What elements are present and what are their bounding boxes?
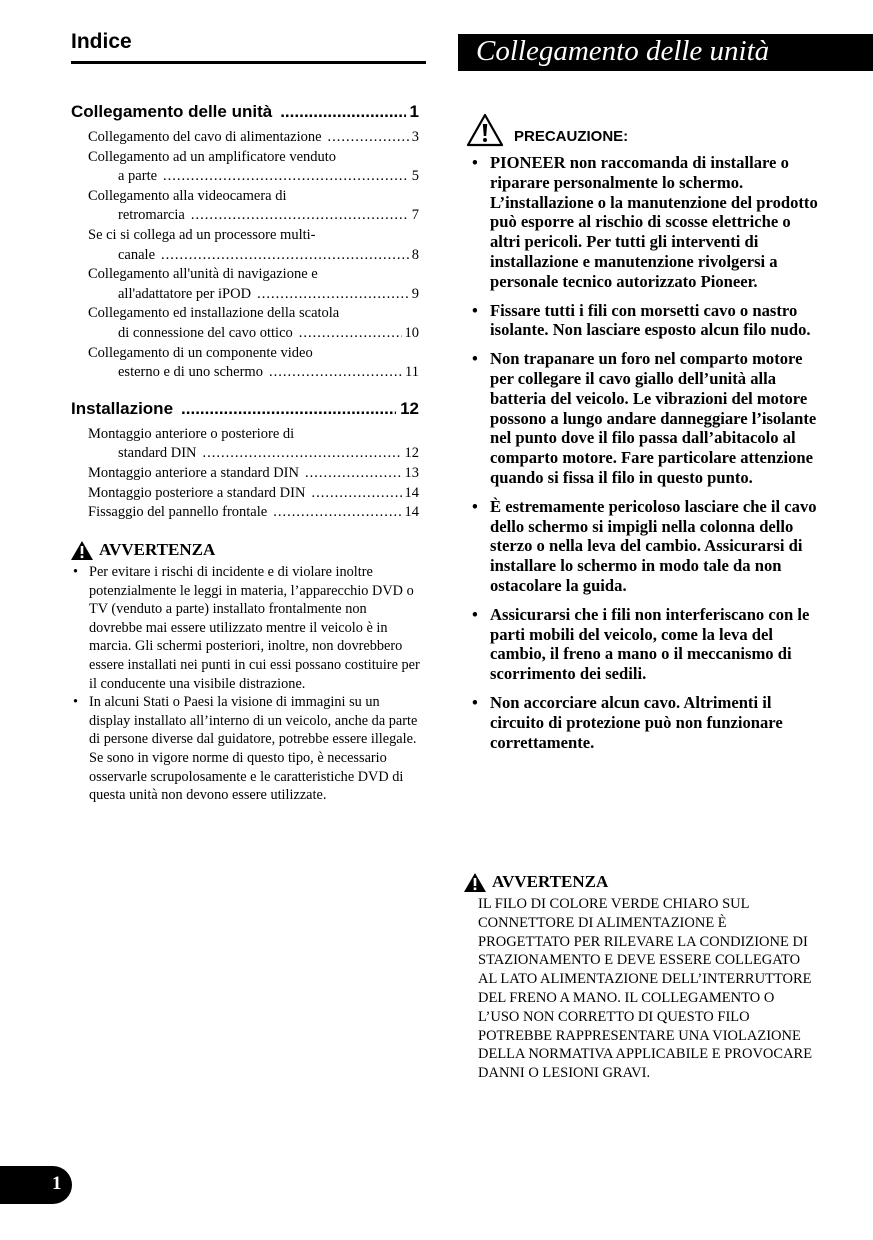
toc-section <box>71 399 419 523</box>
toc-section-title: Collegamento delle unità <box>71 102 273 121</box>
toc-entry-line <box>88 324 419 344</box>
dot-leader <box>305 464 402 484</box>
toc-entry-line <box>88 464 419 484</box>
toc-page-number: 10 <box>404 324 419 341</box>
toc-entry-line <box>88 444 419 464</box>
toc-entry[interactable] <box>88 503 419 523</box>
dot-leader <box>273 503 401 523</box>
precaution-label: PRECAUZIONE: <box>514 128 629 145</box>
toc-entry-text: all'adattatore per iPOD <box>118 285 252 302</box>
toc-page-number: 11 <box>405 364 419 381</box>
toc-entry[interactable] <box>88 425 419 464</box>
toc-entry-line <box>88 265 419 285</box>
right-warning <box>464 872 816 1083</box>
toc-entry-line <box>88 226 419 246</box>
warning-label: AVVERTENZA <box>99 540 216 559</box>
dot-leader <box>269 363 402 383</box>
toc-entry-line <box>88 503 419 523</box>
warning-text: IL FILO DI COLORE VERDE CHIARO SUL CONNETTORE DI ALIMENTAZIONE È PROGETTATO PER RILEVARE LA CONDIZIONE DI STAZIONAMENTO E DEVE ESSERE COLLEGATO AL LATO ALIMENTAZIONE DELL’INTERRUTTORE DEL FRENO A MANO. IL COLLEGAMENTO O L’USO NON CORRETTO DI QUESTO FILO POTREBBE RAPPRESENTARE UNA VIOLAZIONE DELLA NORMATIVA APPLICABILE E PROVOCARE DANNI O LESIONI GRAVI. <box>478 896 813 1082</box>
toc-entry-line <box>88 363 419 383</box>
toc-entry-line <box>88 206 419 226</box>
precaution-item: • Assicurarsi che i fili non interferiscano con le parti mobili del veicolo, come la leva del cambio, il freno a mano o il meccanismo di scorrimento dei sedili. <box>466 605 818 684</box>
precaution-item: • Fissare tutti i fili con morsetti cavo o nastro isolante. Non lasciare esposto alcun filo nudo. <box>466 301 818 341</box>
toc-entry-line <box>88 246 419 266</box>
section-header-band <box>458 34 873 71</box>
toc-entry[interactable] <box>88 148 419 187</box>
toc-entry-text: Collegamento alla videocamera di <box>88 187 287 204</box>
dot-leader <box>257 285 409 305</box>
precaution-section <box>466 113 818 761</box>
toc-entry[interactable] <box>88 128 419 148</box>
toc-entry-text: Collegamento di un componente video <box>88 344 313 361</box>
toc-section <box>71 102 419 383</box>
toc-entry-line <box>88 484 419 504</box>
toc-page-number: 5 <box>411 168 419 185</box>
toc-entry-text: Collegamento ad un amplificatore venduto <box>88 148 337 165</box>
warning-icon <box>464 873 486 892</box>
warning-item: • Per evitare i rischi di incidente e di violare inoltre potenzialmente le leggi in materia, l’apparecchio DVD o TV (venduto a parte) installato frontalmente non dovrebbe mai essere utilizzato mentre il veicolo è in marcia. Gli schermi posteriori, inoltre, non dovrebbero essere installati nei punti in cui essi possano costituire per il conducente una visibile distrazione. <box>71 563 423 693</box>
warning-item: • In alcuni Stati o Paesi la visione di immagini su un display installato all’interno di un veicolo, anche da parte di persone diverse dal guidatore, potrebbe essere illegale. Se sono in vigore norme di questo tipo, è necessario osservarle scrupolosamente e le caratteristiche DVD di questa unità non devono essere utilizzate. <box>71 693 423 805</box>
toc-entry-text: esterno e di uno schermo <box>118 364 263 381</box>
toc-page-number: 13 <box>404 464 419 481</box>
warning-heading <box>464 872 816 892</box>
toc-entry-text: Collegamento ed installazione della scatola <box>88 305 340 322</box>
precaution-item: • Non trapanare un foro nel comparto motore per collegare il cavo giallo dell’unità alla batteria del veicolo. Le vibrazioni del motore possono a lungo andare danneggiare l’isolante nel punto dove il filo passa dall’abitacolo al comparto motore. Fare particolare attenzione quando si fissa il filo in questo punto. <box>466 349 818 488</box>
warning-heading <box>71 540 423 560</box>
dot-leader <box>328 128 409 148</box>
toc-entry-text: Collegamento del cavo di alimentazione <box>88 129 322 145</box>
toc-entry-line <box>88 304 419 324</box>
toc-entry[interactable] <box>88 484 419 504</box>
toc-page-number: 12 <box>404 445 419 462</box>
precaution-item: • Non accorciare alcun cavo. Altrimenti il circuito di protezione può non funzionare correttamente. <box>466 693 818 752</box>
toc-entry-text: canale <box>118 246 156 263</box>
toc-section-title: Installazione <box>71 398 174 418</box>
dot-leader <box>280 102 405 122</box>
toc-page-number: 12 <box>400 398 419 418</box>
title-rule <box>71 61 426 64</box>
dot-leader <box>203 444 402 464</box>
dot-leader <box>163 167 409 187</box>
toc-section-heading[interactable] <box>71 102 419 128</box>
toc-entry[interactable] <box>88 187 419 226</box>
toc-entry-text: Fissaggio del pannello frontale <box>88 504 268 521</box>
toc-entry-text: Montaggio posteriore a standard DIN <box>88 484 306 501</box>
toc-entry-text: a parte <box>118 168 158 185</box>
precaution-list <box>466 153 818 752</box>
warning-icon <box>71 541 93 560</box>
toc-section-heading[interactable] <box>71 399 419 425</box>
toc-page-number: 8 <box>411 246 419 263</box>
dot-leader <box>299 324 402 344</box>
caution-icon <box>466 113 504 147</box>
toc-page-number: 9 <box>411 285 419 302</box>
toc-entry[interactable] <box>88 226 419 265</box>
precaution-item: • È estremamente pericoloso lasciare che il cavo dello schermo si impigli nella colonna dello sterzo o nella leva del cambio. Assicurarsi di installare lo schermo in modo tale da non ostacolare la guida. <box>466 497 818 596</box>
dot-leader <box>161 246 409 266</box>
table-of-contents <box>71 102 419 539</box>
dot-leader <box>181 399 396 419</box>
toc-entry-text: Montaggio anteriore a standard DIN <box>88 464 299 481</box>
page-title: Indice <box>71 30 132 53</box>
toc-entry[interactable] <box>88 464 419 484</box>
warning-list <box>71 563 423 805</box>
toc-entry-line <box>88 128 419 148</box>
toc-entry[interactable] <box>88 265 419 304</box>
toc-entry-line <box>88 425 419 445</box>
toc-entry-text: di connessione del cavo ottico <box>118 324 293 341</box>
toc-entry-text: retromarcia <box>118 207 185 224</box>
toc-entry-text: Montaggio anteriore o posteriore di <box>88 425 295 442</box>
toc-page-number: 14 <box>404 504 419 521</box>
page-number: 1 <box>52 1173 62 1194</box>
toc-entry-line <box>88 148 419 168</box>
page-number-tab <box>0 1166 72 1204</box>
precaution-heading <box>466 113 818 147</box>
toc-entry-text: standard DIN <box>118 445 197 462</box>
warning-label: AVVERTENZA <box>492 872 609 891</box>
precaution-item: • PIONEER non raccomanda di installare o riparare personalmente lo schermo. L’installazione o la manutenzione del prodotto può esporre al rischio di scosse elettriche o altri pericoli. Per tutti gli interventi di installazione e manutenzione rivolgersi a personale tecnico autorizzato Pioneer. <box>466 153 818 292</box>
toc-page-number: 14 <box>404 484 419 501</box>
toc-entry[interactable] <box>88 304 419 343</box>
toc-entry[interactable] <box>88 344 419 383</box>
dot-leader <box>311 484 401 504</box>
toc-entry-text: Collegamento all'unità di navigazione e <box>88 266 318 283</box>
toc-entry-line <box>88 187 419 207</box>
toc-page-number: 1 <box>409 102 419 121</box>
toc-page-number: 7 <box>411 207 419 224</box>
toc-entry-text: Se ci si collega ad un processore multi- <box>88 226 316 243</box>
toc-entry-line <box>88 167 419 187</box>
toc-entry-line <box>88 285 419 305</box>
toc-page-number: 3 <box>411 129 419 145</box>
toc-entry-line <box>88 344 419 364</box>
left-warning <box>71 540 423 805</box>
dot-leader <box>191 206 409 226</box>
section-title: Collegamento delle unità <box>476 35 770 67</box>
